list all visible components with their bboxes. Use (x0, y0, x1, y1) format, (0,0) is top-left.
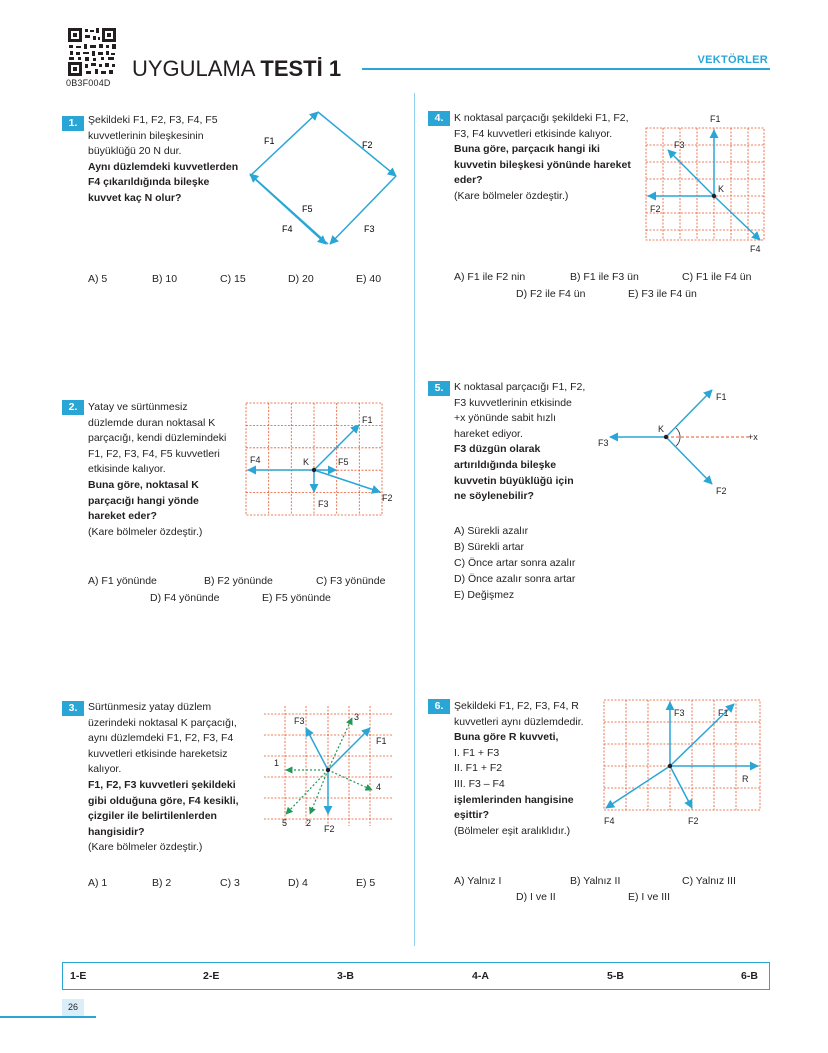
point-label: K (303, 457, 310, 467)
answer-item: 5-B (607, 970, 624, 982)
option-c[interactable]: C) Yalnız III (682, 875, 736, 887)
option-e[interactable]: E) I ve III (628, 891, 671, 903)
vector-label: F2 (688, 816, 699, 826)
option-b[interactable]: B) F2 yönünde (204, 575, 273, 587)
page-title: UYGULAMA TESTİ 1 (132, 56, 342, 81)
question-2-figure (246, 403, 393, 515)
option-e[interactable]: E) 40 (356, 273, 382, 285)
point-label: K (718, 184, 725, 194)
question-6-figure (604, 700, 764, 826)
option-b[interactable]: B) 10 (152, 273, 178, 285)
vector-label: F2 (362, 140, 373, 150)
page-number: 26 (62, 999, 84, 1016)
answer-item: 4-A (472, 970, 489, 982)
vector-label: F1 (376, 736, 387, 746)
question-number: 2. (62, 400, 84, 415)
vector-label: F4 (250, 455, 261, 465)
option-d[interactable]: D) F4 yönünde (150, 592, 220, 604)
vector-label: F2 (716, 486, 727, 496)
option-a[interactable]: A) 1 (88, 877, 108, 889)
vector-label: F1 (718, 708, 729, 718)
option-b[interactable]: B) Yalnız II (570, 875, 621, 887)
axis-label: +x (748, 432, 758, 442)
option-label: 4 (376, 782, 382, 792)
option-b[interactable]: B) Sürekli artar (454, 541, 525, 553)
option-e[interactable]: E) 5 (356, 877, 376, 889)
answer-item: 1-E (70, 970, 87, 982)
point-label: K (658, 424, 665, 434)
option-label: 2 (306, 818, 312, 828)
question-5-figure (596, 384, 766, 494)
answer-item: 3-B (337, 970, 354, 982)
vector-label: F1 (362, 415, 373, 425)
option-a[interactable]: A) F1 yönünde (88, 575, 157, 587)
option-label: 5 (282, 818, 288, 828)
question-1-figure (242, 108, 402, 248)
option-a[interactable]: A) F1 ile F2 nin (454, 271, 526, 283)
question-4-figure (646, 114, 764, 254)
vector-label: F3 (318, 499, 329, 509)
question-3-text: Sürtünmesiz yatay düzlem üzerindeki noktasal K parçacığı, aynı düzlemdeki F1, F2, F3, F4 kuvvetleri etkisinde hareketsiz kalıyor. F1, F2, F3 kuvvetleri şekildeki gibi olduğuna göre, F4 kesikli, çizgiler ile belirtilenlerden hangisidir? (Kare bölmeler özdeştir.) (88, 701, 239, 854)
option-d[interactable]: D) I ve II (516, 891, 556, 903)
option-c[interactable]: C) F3 yönünde (316, 575, 386, 587)
question-1-text: Şekildeki F1, F2, F3, F4, F5 kuvvetlerinin bileşkesinin büyüklüğü 20 N dur. Aynı düzlemdeki kuvvetlerden F4 çıkarıldığında bileşke kuvvet kaç N olur? (88, 114, 239, 204)
vector-label: F1 (264, 136, 275, 146)
question-number: 1. (62, 116, 84, 131)
vector-label: F5 (302, 204, 313, 214)
question-4-text: K noktasal parçacığı şekildeki F1, F2, F3, F4 kuvvetleri etkisinde kalıyor. Buna göre, parçacık hangi iki kuvvetin bileşkesi yönünde hareket eder? (Kare bölmeler özdeştir.) (454, 112, 631, 202)
qr-code-icon (68, 28, 116, 76)
vector-label: F5 (338, 457, 349, 467)
section-label: VEKTÖRLER (697, 54, 768, 66)
answer-item: 2-E (203, 970, 220, 982)
vector-label: F3 (364, 224, 375, 234)
question-6-text: Şekildeki F1, F2, F3, F4, R kuvvetleri aynı düzlemdedir. Buna göre R kuvveti, I. F1 + F3 II. F1 + F2 III. F3 – F4 işlemlerinden hangisine eşittir? (Bölmeler eşit aralıklıdır.) (454, 700, 584, 837)
vector-label: F3 (674, 708, 685, 718)
vector-label: F2 (382, 493, 393, 503)
vector-label: F1 (710, 114, 721, 124)
option-a[interactable]: A) 5 (88, 273, 108, 285)
option-a[interactable]: A) Yalnız I (454, 875, 502, 887)
vector-label: F3 (598, 438, 609, 448)
option-label: 3 (354, 712, 360, 722)
answer-item: 6-B (741, 970, 758, 982)
question-5-options (454, 523, 575, 603)
option-c[interactable]: C) 3 (220, 877, 240, 889)
option-label: 1 (274, 758, 280, 768)
question-2-text: Yatay ve sürtünmesiz düzlemde duran noktasal K parçacığı, kendi düzlemindeki F1, F2, F3, F4, F5 kuvvetleri etkisinde kalıyor. Buna göre, noktasal K parçacığı hangi yönde hareket eder? (Kare bölmeler özdeştir.) (88, 401, 227, 538)
option-c[interactable]: C) 15 (220, 273, 246, 285)
vector-label: F4 (604, 816, 615, 826)
option-d[interactable]: D) Önce azalır sonra artar (454, 573, 576, 585)
option-d[interactable]: D) F2 ile F4 ün (516, 288, 586, 300)
option-d[interactable]: D) 20 (288, 273, 314, 285)
vector-label: F1 (716, 392, 727, 402)
answer-key (62, 962, 770, 990)
question-number: 6. (428, 699, 450, 714)
question-number: 3. (62, 701, 84, 716)
question-3-figure (264, 706, 400, 836)
vector-label: F2 (650, 204, 661, 214)
column-divider (414, 93, 415, 946)
test-code: 0B3F004D (66, 78, 111, 88)
option-b[interactable]: B) 2 (152, 877, 172, 889)
option-e[interactable]: E) F3 ile F4 ün (628, 288, 697, 300)
page-underline (0, 1016, 96, 1018)
question-number: 4. (428, 111, 450, 126)
option-d[interactable]: D) 4 (288, 877, 308, 889)
title-divider (362, 68, 770, 70)
vector-label: F3 (294, 716, 305, 726)
option-b[interactable]: B) F1 ile F3 ün (570, 271, 639, 283)
option-e[interactable]: E) F5 yönünde (262, 592, 331, 604)
option-e[interactable]: E) Değişmez (454, 589, 515, 601)
vector-label: F4 (282, 224, 293, 234)
option-c[interactable]: C) F1 ile F4 ün (682, 271, 752, 283)
vector-label: F4 (750, 244, 761, 254)
question-5-text: K noktasal parçacığı F1, F2, F3 kuvvetlerinin etkisinde +x yönünde sabit hızlı hareket ediyor. F3 düzgün olarak artırıldığında bileşke kuvvetin büyüklüğü için ne söylenebilir? (454, 381, 586, 503)
option-a[interactable]: A) Sürekli azalır (454, 525, 529, 537)
vector-label: F2 (324, 824, 335, 834)
option-c[interactable]: C) Önce artar sonra azalır (454, 557, 576, 569)
vector-label: F3 (674, 140, 685, 150)
vector-label: R (742, 774, 749, 784)
question-number: 5. (428, 381, 450, 396)
